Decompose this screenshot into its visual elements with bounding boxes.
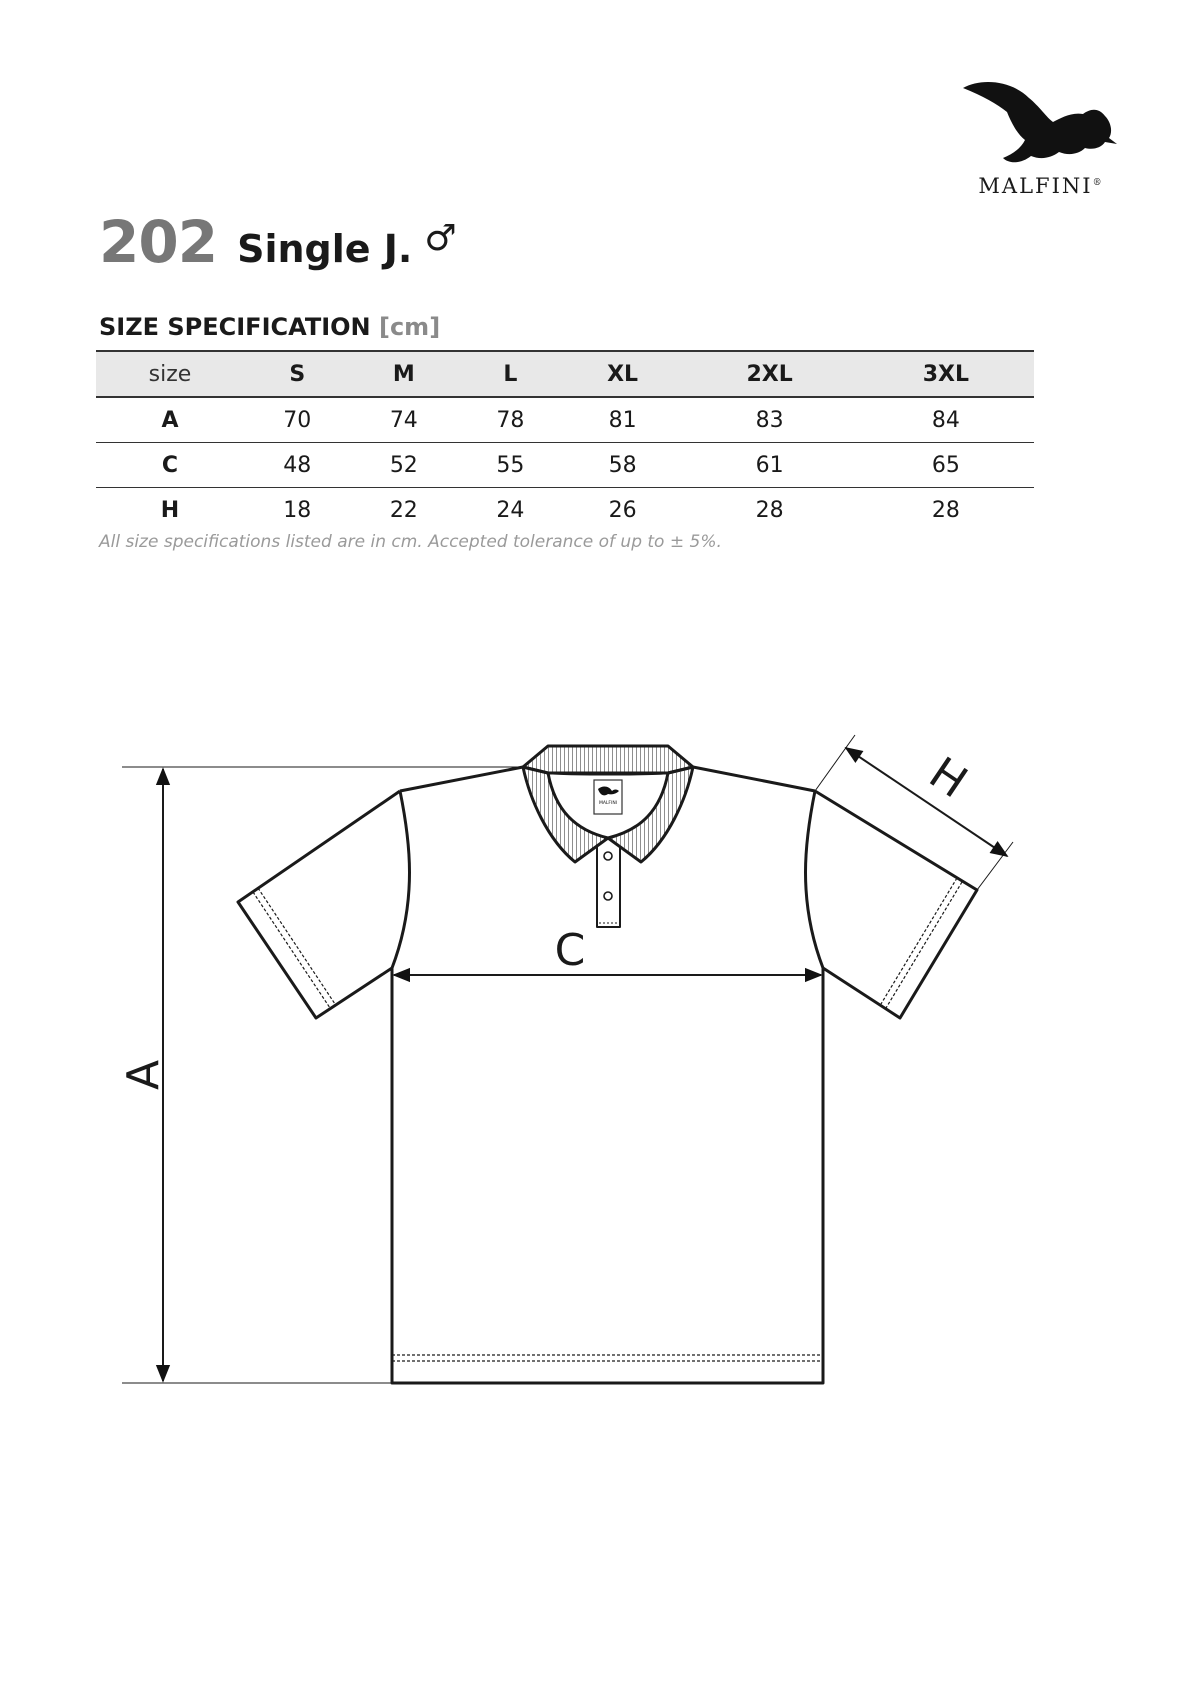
male-icon: ♂ bbox=[424, 218, 457, 259]
table-cell: 24 bbox=[496, 497, 525, 523]
size-header-cell: XL bbox=[607, 361, 639, 387]
table-cell: 84 bbox=[931, 407, 960, 433]
right-sleeve bbox=[815, 791, 977, 1018]
size-header-cell: 3XL bbox=[922, 361, 970, 387]
button-icon bbox=[604, 852, 612, 860]
neck-label-text: MALFINI bbox=[598, 801, 618, 806]
table-cell: 55 bbox=[496, 452, 525, 478]
table-cell: 78 bbox=[496, 407, 525, 433]
dimension-a-label: A bbox=[118, 1059, 169, 1091]
size-header-cell: 2XL bbox=[746, 361, 793, 387]
row-label: H bbox=[160, 497, 180, 523]
eagle-icon bbox=[961, 78, 1119, 168]
left-sleeve bbox=[238, 791, 400, 1018]
spec-unit: [cm] bbox=[378, 313, 441, 341]
table-cell: 74 bbox=[389, 407, 418, 433]
size-header-label: size bbox=[148, 361, 192, 387]
brand-logo bbox=[955, 78, 1125, 208]
table-cell: 83 bbox=[755, 407, 784, 433]
product-title bbox=[99, 208, 457, 288]
table-cell: 58 bbox=[608, 452, 637, 478]
table-cell: 52 bbox=[389, 452, 418, 478]
table-cell: 22 bbox=[389, 497, 418, 523]
collar-band bbox=[523, 746, 693, 773]
size-header-cell: S bbox=[289, 361, 306, 387]
table-cell: 28 bbox=[755, 497, 784, 523]
shirt-body bbox=[392, 968, 823, 1383]
size-table bbox=[96, 350, 1034, 532]
table-cell: 28 bbox=[931, 497, 960, 523]
tolerance-note: All size specifications listed are in cm. Accepted tolerance of up to ± 5%. bbox=[99, 532, 722, 552]
polo-shirt-diagram bbox=[0, 700, 1200, 1400]
table-row bbox=[96, 488, 1034, 533]
button-icon bbox=[604, 892, 612, 900]
dimension-c-label: C bbox=[554, 925, 586, 976]
table-cell: 26 bbox=[608, 497, 637, 523]
row-label: A bbox=[161, 407, 179, 433]
spec-heading: SIZE SPECIFICATION [cm] bbox=[99, 313, 441, 341]
dimension-h-label: H bbox=[920, 747, 977, 809]
model-number: 202 bbox=[99, 208, 218, 276]
row-label: C bbox=[161, 452, 179, 478]
table-cell: 61 bbox=[755, 452, 784, 478]
size-header-cell: M bbox=[392, 361, 415, 387]
table-cell: 81 bbox=[608, 407, 637, 433]
table-cell: 70 bbox=[283, 407, 312, 433]
table-row bbox=[96, 397, 1034, 443]
neck-label bbox=[594, 780, 622, 814]
size-header-row bbox=[96, 351, 1034, 397]
table-cell: 18 bbox=[283, 497, 312, 523]
table-cell: 65 bbox=[931, 452, 960, 478]
dimension-h-line bbox=[846, 748, 1007, 856]
table-row bbox=[96, 443, 1034, 488]
table-cell: 48 bbox=[283, 452, 312, 478]
brand-name: MALFINI® bbox=[978, 174, 1102, 198]
product-name: Single J. bbox=[237, 227, 413, 271]
size-header-cell: L bbox=[503, 361, 518, 387]
